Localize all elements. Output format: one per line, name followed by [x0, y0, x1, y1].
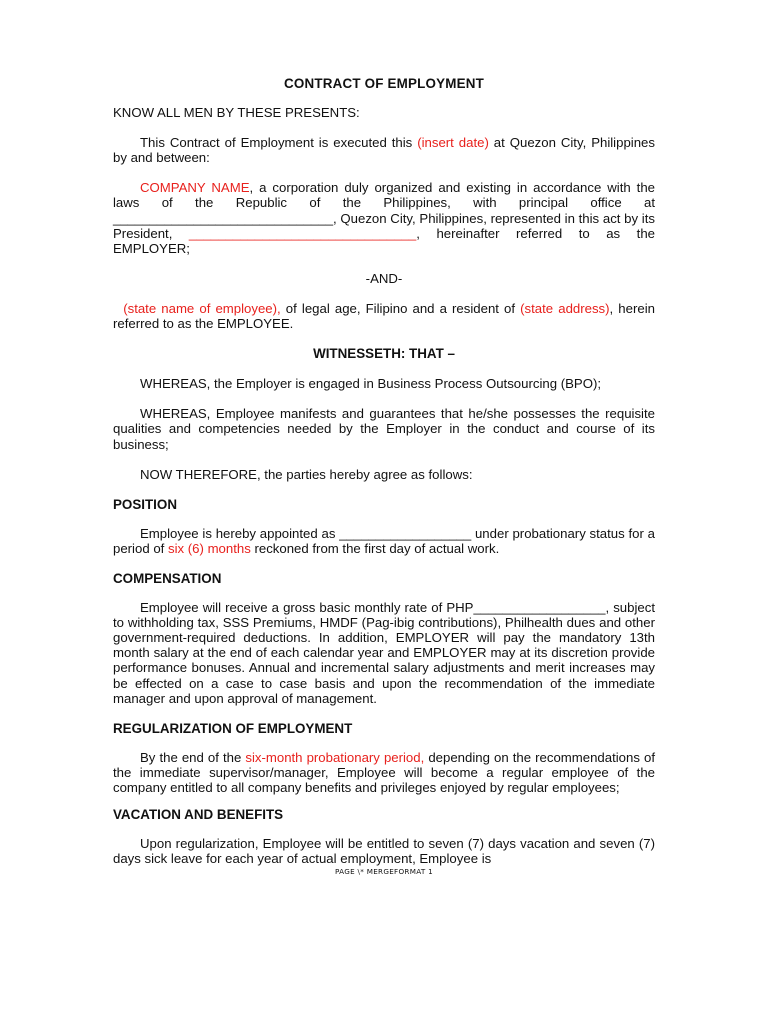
vacation-heading: VACATION AND BENEFITS: [113, 807, 284, 823]
whereas-bpo: WHEREAS, the Employer is engaged in Business Process Outsourcing (BPO);: [140, 376, 602, 392]
compensation-paragraph: Employee will receive a gross basic monthly rate of PHP__________________, subject to withholding tax, SSS Premiums, HMDF (Pag-ibig contributions), Philhealth dues and other government-required deductions. In addition, EMPLOYER will pay the mandatory 13th month salary at the end of each calendar year and EMPLOYER may at its discretion provide performance bonuses. Annual and incremental salary adjustments and merit increases may be effected on a case to case basis and upon the recommendation of the immediate manager and upon approval of management.: [113, 600, 655, 706]
insert-date-placeholder: (insert date): [417, 135, 489, 151]
position-text-a: Employee is hereby appointed as __________________ under probationary status for a period of: [113, 525, 655, 556]
position-heading: POSITION: [113, 496, 177, 512]
vacation-paragraph: Upon regularization, Employee will be entitled to seven (7) days vacation and seven (7) days sick leave for each year of actual employment, Employee is: [113, 836, 655, 867]
employee-text-a: of legal age, Filipino and a resident of: [280, 300, 521, 316]
intro-paragraph: [113, 135, 655, 165]
regularization-text-b: depending on the recommendations of the immediate supervisor/manager, Employee will become a regular employee of the company entitled to all company benefits and privileges enjoyed by regular employees;: [113, 749, 655, 795]
president-blank: _______________________________: [188, 225, 417, 241]
document-title: CONTRACT OF EMPLOYMENT: [283, 76, 485, 91]
whereas-qualities: WHEREAS, Employee manifests and guarantees that he/she possesses the requisite qualities and competencies needed by the Employer in the conduct and course of its business;: [113, 406, 655, 452]
and-separator: -AND-: [365, 270, 403, 286]
now-therefore: NOW THEREFORE, the parties hereby agree as follows:: [140, 466, 473, 482]
intro-text-b: at Quezon City, Philippines by and between:: [113, 135, 655, 166]
compensation-heading: COMPENSATION: [113, 570, 222, 586]
employee-address-placeholder: (state address): [520, 300, 610, 316]
employee-paragraph: [113, 301, 655, 331]
page-number-field: PAGE \* MERGEFORMAT 1: [334, 867, 434, 876]
employer-text-b: , hereinafter referred to as the EMPLOYER;: [113, 225, 656, 256]
employee-text-b: , herein referred to as the EMPLOYEE.: [113, 300, 655, 332]
witnesseth-heading: WITNESSETH: THAT –: [313, 346, 455, 362]
contract-body: [113, 76, 655, 881]
regularization-text-a: By the end of the: [140, 749, 246, 765]
know-all-line: KNOW ALL MEN BY THESE PRESENTS:: [113, 105, 360, 121]
company-name-placeholder: COMPANY NAME: [140, 180, 250, 196]
position-paragraph: [113, 526, 655, 556]
six-month-period: six-month probationary period,: [245, 749, 425, 765]
intro-text-a: This Contract of Employment is executed this: [140, 135, 418, 151]
position-text-b: reckoned from the first day of actual work.: [250, 540, 500, 556]
regularization-paragraph: [113, 750, 655, 795]
employee-name-placeholder: (state name of employee),: [123, 300, 281, 316]
probation-period: six (6) months: [168, 540, 251, 556]
regularization-heading: REGULARIZATION OF EMPLOYMENT: [113, 720, 353, 736]
employer-paragraph: [113, 180, 655, 255]
employer-text-a: , a corporation duly organized and existing in accordance with the laws of the Republic of the Philippines, with principal office at ______________________________, Quezon City, Philippines, represented in this act by its President,: [113, 180, 655, 241]
